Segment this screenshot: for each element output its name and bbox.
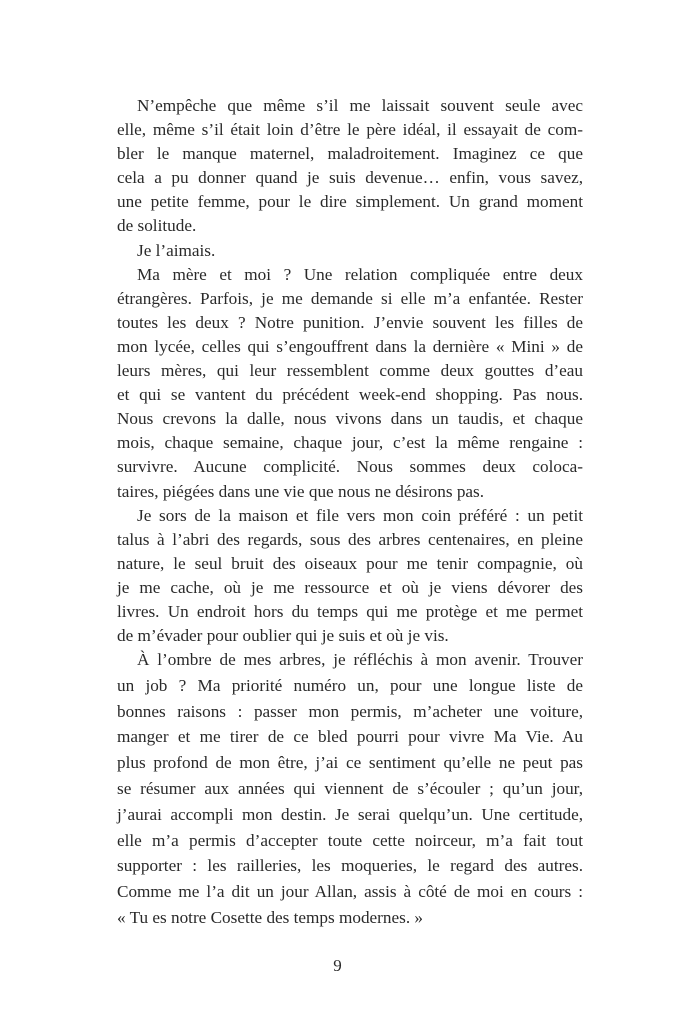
text-line: Je l’aimais. (137, 240, 216, 260)
text-line: Nous crevons la dalle, nous vivons dans un taudis, et chaque (117, 409, 583, 429)
text-line: étrangères. Parfois, je me demande si elle m’a enfantée. Rester (117, 288, 583, 308)
text-line: de solitude. (117, 216, 197, 236)
text-line: Ma mère et moi ? Une relation compliquée entre deux (137, 264, 583, 284)
text-line: livres. Un endroit hors du temps qui me protège et me permet (117, 601, 583, 621)
body-text-section-1 (117, 94, 583, 648)
text-line: nature, le seul bruit des oiseaux pour me tenir compagnie, où (117, 553, 583, 573)
text-line: Je sors de la maison et file vers mon coin préféré : un petit (137, 505, 583, 525)
text-line: leurs mères, qui leur ressemblent comme deux gouttes d’eau (117, 361, 583, 381)
body-text-section-2 (117, 647, 583, 931)
text-line: Comme me l’a dit un jour Allan, assis à côté de moi en cours : (117, 882, 583, 902)
text-line: manger et me tirer de ce bled pourri pour vivre Ma Vie. Au (117, 727, 583, 747)
text-line: cela a pu donner quand je suis devenue… enfin, vous savez, (117, 168, 583, 188)
text-line: bler le manque maternel, maladroitement. Imaginez ce que (117, 144, 583, 164)
text-line: supporter : les railleries, les moqueries, le regard des autres. (117, 856, 583, 876)
text-line: taires, piégées dans une vie que nous ne désirons pas. (117, 481, 485, 501)
text-line: je me cache, où je me ressource et où je viens dévorer des (117, 577, 583, 597)
text-line: elle m’a permis d’accepter toute cette noirceur, m’a fait tout (117, 830, 583, 850)
text-line: mon lycée, celles qui s’engouffrent dans la dernière « Mini » de (117, 336, 583, 356)
text-line: plus profond de mon être, j’ai ce sentiment qu’elle ne peut pas (117, 753, 583, 773)
text-line: j’aurai accompli mon destin. Je serai quelqu’un. Une certitude, (117, 804, 583, 824)
text-line: toutes les deux ? Notre punition. J’envie souvent les filles de (117, 312, 583, 332)
text-line: un job ? Ma priorité numéro un, pour une longue liste de (117, 675, 583, 695)
text-line: et qui se vantent du précédent week-end shopping. Pas nous. (117, 385, 583, 405)
page-number: 9 (333, 956, 342, 975)
text-line: mois, chaque semaine, chaque jour, c’est la même rengaine : (117, 433, 583, 453)
text-line: À l’ombre de mes arbres, je réfléchis à mon avenir. Trouver (137, 650, 583, 669)
text-line: talus à l’abri des regards, sous des arbres centenaires, en pleine (117, 529, 583, 549)
text-line: une petite femme, pour le dire simplement. Un grand moment (117, 192, 583, 212)
text-line: elle, même s’il était loin d’être le père idéal, il essayait de com- (117, 120, 583, 140)
text-line: N’empêche que même s’il me laissait souvent seule avec (137, 96, 583, 115)
text-line: « Tu es notre Cosette des temps modernes. » (117, 907, 424, 927)
text-line: bonnes raisons : passer mon permis, m’acheter une voiture, (117, 701, 583, 721)
text-line: de m’évader pour oublier qui je suis et où je vis. (117, 626, 449, 646)
text-line: se résumer aux années qui viennent de s’écouler ; qu’un jour, (117, 778, 583, 798)
text-line: survivre. Aucune complicité. Nous sommes deux coloca- (117, 457, 583, 477)
